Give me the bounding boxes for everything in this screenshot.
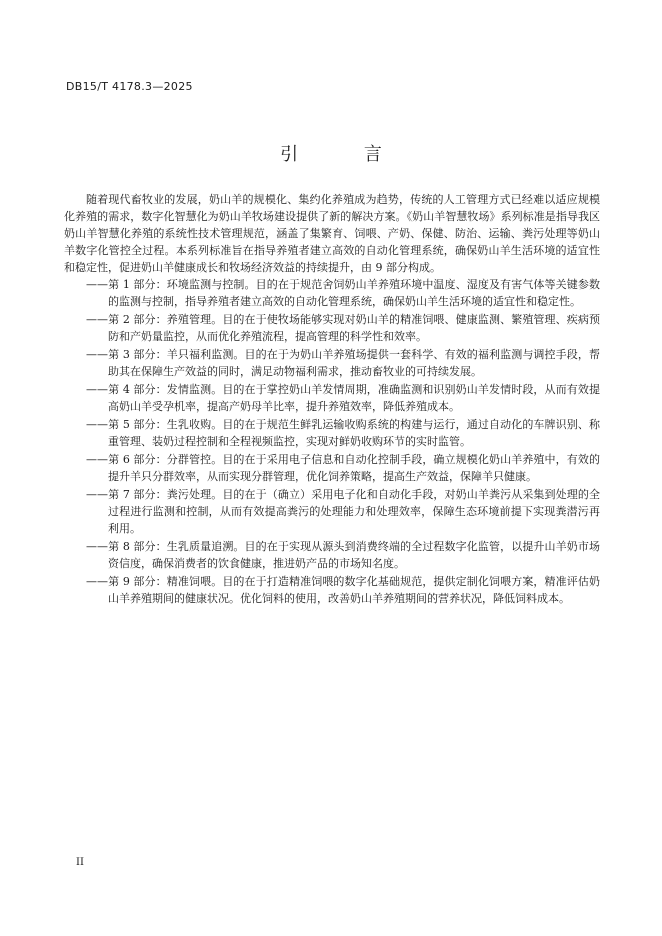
part-item: ——第 3 部分：羊只福利监测。目的在于为奶山羊养殖场提供一套科学、有效的福利监测与调控手段，帮助其在保障生产效益的同时，满足动物福利需求，推动畜牧业的可持续发展。 [86,348,600,378]
parts-list [64,276,600,607]
intro-paragraph: 随着现代畜牧业的发展，奶山羊的规模化、集约化养殖成为趋势，传统的人工管理方式已经难以适应规模化养殖的需求，数字化智慧化为奶山羊牧场建设提供了新的解决方案。《奶山羊智慧牧场》系列标准是指导我区奶山羊智慧化养殖的系统性技术管理规范，涵盖了集繁育、饲喂、产奶、保健、防治、运输、粪污处理等奶山羊数字化管控全过程。本系列标准旨在指导养殖者建立高效的自动化管理系统，确保奶山羊生活环境的适宜性和稳定性，促进奶山羊健康成长和牧场经济效益的持续提升，由 9 部分构成。 [64,193,600,274]
standard-number: DB15/T 4178.3—2025 [66,80,193,93]
part-item: ——第 8 部分：生乳质量追溯。目的在于实现从源头到消费终端的全过程数字化监管，以提升山羊奶市场资信度，确保消费者的饮食健康，推进奶产品的市场知名度。 [86,540,600,570]
part-item: ——第 1 部分：环境监测与控制。目的在于规范舍饲奶山羊养殖环境中温度、湿度及有害气体等关键参数的监测与控制，指导养殖者建立高效的自动化管理系统，确保奶山羊生活环境的适宜性和稳定性。 [86,278,600,308]
page-title: 引 言 [280,144,412,165]
introduction-body [64,191,600,608]
part-item: ——第 4 部分：发情监测。目的在于掌控奶山羊发情周期，准确监测和识别奶山羊发情时段，从而有效提高奶山羊受孕机率，提高产奶母羊比率，提升养殖效率，降低养殖成本。 [86,383,600,413]
part-item: ——第 2 部分：养殖管理。目的在于使牧场能够实现对奶山羊的精准饲喂、健康监测、繁殖管理、疾病预防和产奶量监控，从而优化养殖流程，提高管理的科学性和效率。 [86,313,600,343]
part-item: ——第 7 部分：粪污处理。目的在于（确立）采用电子化和自动化手段，对奶山羊粪污从采集到处理的全过程进行监测和控制，从而有效提高粪污的处理能力和处理效率，保障生态环境前提下实现粪潜污再利用。 [86,488,600,535]
part-item: ——第 9 部分：精准饲喂。目的在于打造精准饲喂的数字化基础规范，提供定制化饲喂方案，精准评估奶山羊养殖期间的健康状况。优化饲料的使用，改善奶山羊养殖期间的营养状况，降低饲料成本。 [86,575,600,605]
page-number: II [76,857,84,868]
part-item: ——第 5 部分：生乳收购。目的在于规范生鲜乳运输收购系统的构建与运行，通过自动化的车牌识别、称重管理、装奶过程控制和全程视频监控，实现对鲜奶收购环节的实时监管。 [86,418,600,448]
part-item: ——第 6 部分：分群管控。目的在于采用电子信息和自动化控制手段，确立规模化奶山羊养殖中，有效的提升羊只分群效率，从而实现分群管理，优化饲养策略，提高生产效益，保障羊只健康。 [86,453,600,483]
